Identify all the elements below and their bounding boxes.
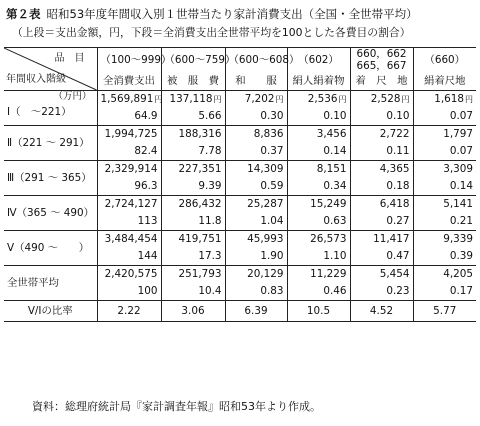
ratio-summary-value: 3.06 bbox=[161, 301, 225, 322]
col-name-2: 和 服 bbox=[225, 73, 287, 91]
amount-cell bbox=[97, 91, 161, 109]
amount-cell bbox=[225, 126, 287, 144]
ratio-cell: 5.66 bbox=[161, 108, 225, 126]
table-row-amount bbox=[4, 266, 476, 284]
amount-value: 1,569,891 bbox=[100, 93, 154, 105]
ratio-cell: 144 bbox=[97, 248, 161, 266]
ratio-cell: 9.39 bbox=[161, 178, 225, 196]
row-label: 全世帯平均 bbox=[4, 266, 97, 301]
amount-cell bbox=[350, 266, 413, 284]
col-code-4-line2: 665，667 bbox=[356, 60, 407, 73]
amount-cell bbox=[97, 126, 161, 144]
amount-cell bbox=[413, 231, 476, 249]
ratio-cell: 100 bbox=[97, 283, 161, 301]
yen-unit: 円 bbox=[213, 95, 222, 104]
ratio-cell: 0.34 bbox=[287, 178, 350, 196]
table-row-amount bbox=[4, 126, 476, 144]
col-code-4-line1: 660，662 bbox=[356, 48, 407, 61]
amount-value: 7,202 bbox=[244, 93, 275, 105]
amount-value: 2,528 bbox=[370, 93, 401, 105]
amount-cell bbox=[413, 126, 476, 144]
yen-unit: 円 bbox=[338, 95, 347, 104]
ratio-cell: 96.3 bbox=[97, 178, 161, 196]
ratio-cell: 0.10 bbox=[350, 108, 413, 126]
ratio-summary-value: 6.39 bbox=[225, 301, 287, 322]
corner-item-label: 品 目 bbox=[54, 53, 85, 64]
ratio-cell: 0.59 bbox=[225, 178, 287, 196]
amount-cell bbox=[97, 196, 161, 214]
amount-value: 227,351 bbox=[178, 163, 222, 175]
amount-value: 2,724,127 bbox=[104, 198, 158, 210]
amount-cell bbox=[350, 161, 413, 179]
ratio-cell: 0.10 bbox=[287, 108, 350, 126]
col-code-2: （600～608） bbox=[225, 48, 287, 73]
ratio-cell: 0.14 bbox=[287, 143, 350, 161]
amount-cell bbox=[225, 196, 287, 214]
yen-unit: 円 bbox=[401, 95, 410, 104]
table-row-amount bbox=[4, 196, 476, 214]
col-code-1: （600～759） bbox=[161, 48, 225, 73]
yen-unit: 円 bbox=[154, 95, 163, 104]
amount-value: 11,417 bbox=[373, 233, 410, 245]
amount-value: 25,287 bbox=[247, 198, 284, 210]
amount-cell bbox=[161, 161, 225, 179]
ratio-cell: 0.14 bbox=[413, 178, 476, 196]
ratio-summary-row bbox=[4, 301, 476, 322]
amount-value: 137,118 bbox=[169, 93, 213, 105]
amount-value: 3,456 bbox=[316, 128, 347, 140]
ratio-cell: 0.07 bbox=[413, 108, 476, 126]
ratio-cell: 10.4 bbox=[161, 283, 225, 301]
row-label: Ⅳ（365 ～ 490） bbox=[4, 196, 97, 231]
row-label bbox=[4, 91, 97, 126]
amount-value: 11,229 bbox=[310, 268, 347, 280]
ratio-cell: 0.30 bbox=[225, 108, 287, 126]
amount-cell bbox=[225, 231, 287, 249]
ratio-cell: 1.04 bbox=[225, 213, 287, 231]
col-name-0: 全消費支出 bbox=[97, 73, 161, 91]
source-note: 資料：総理府統計局『家計調査年報』昭和53年より作成。 bbox=[32, 400, 321, 413]
amount-cell bbox=[225, 91, 287, 109]
amount-cell bbox=[225, 266, 287, 284]
yen-unit: 円 bbox=[275, 95, 284, 104]
amount-cell bbox=[161, 91, 225, 109]
ratio-cell: 82.4 bbox=[97, 143, 161, 161]
amount-value: 6,418 bbox=[379, 198, 410, 210]
amount-cell bbox=[287, 91, 350, 109]
ratio-summary-value: 2.22 bbox=[97, 301, 161, 322]
ratio-cell: 7.78 bbox=[161, 143, 225, 161]
table-number: 第２表 bbox=[6, 7, 41, 21]
amount-cell bbox=[413, 91, 476, 109]
amount-cell bbox=[350, 231, 413, 249]
amount-cell bbox=[350, 91, 413, 109]
ratio-cell: 0.63 bbox=[287, 213, 350, 231]
amount-value: 5,141 bbox=[443, 198, 473, 210]
table-title-text: 昭和53年度年間収入別１世帯当たり家計消費支出（全国・全世帯平均） bbox=[46, 7, 418, 21]
amount-cell bbox=[413, 266, 476, 284]
amount-value: 2,722 bbox=[379, 128, 410, 140]
amount-value: 26,573 bbox=[310, 233, 347, 245]
amount-value: 2,536 bbox=[307, 93, 338, 105]
row-label-text: Ⅰ（ ～221） bbox=[7, 106, 72, 118]
table-row-amount bbox=[4, 91, 476, 109]
ratio-cell: 11.8 bbox=[161, 213, 225, 231]
amount-value: 8,151 bbox=[316, 163, 347, 175]
ratio-cell: 0.46 bbox=[287, 283, 350, 301]
amount-value: 4,205 bbox=[443, 268, 473, 280]
amount-value: 286,432 bbox=[178, 198, 222, 210]
amount-cell bbox=[161, 196, 225, 214]
amount-cell bbox=[287, 266, 350, 284]
amount-cell bbox=[97, 231, 161, 249]
ratio-cell: 17.3 bbox=[161, 248, 225, 266]
amount-cell bbox=[350, 126, 413, 144]
amount-value: 1,797 bbox=[443, 128, 473, 140]
amount-cell bbox=[350, 196, 413, 214]
amount-value: 45,993 bbox=[247, 233, 284, 245]
ratio-summary-value: 5.77 bbox=[413, 301, 476, 322]
ratio-cell: 64.9 bbox=[97, 108, 161, 126]
amount-cell bbox=[413, 161, 476, 179]
table-subtitle: （上段＝支出金額，円，下段＝全消費支出全世帯平均を100とした各費目の割合） bbox=[12, 26, 411, 39]
income-unit-label: （万円） bbox=[53, 91, 92, 102]
col-code-0: （100～999） bbox=[97, 48, 161, 73]
expenditure-table bbox=[4, 47, 476, 322]
table-row-amount bbox=[4, 231, 476, 249]
table-title bbox=[6, 6, 418, 22]
col-name-1: 被 服 費 bbox=[161, 73, 225, 91]
row-label: Ⅴ（490 ～ ） bbox=[4, 231, 97, 266]
row-label: Ⅲ（291 ～ 365） bbox=[4, 161, 97, 196]
amount-value: 3,484,454 bbox=[104, 233, 158, 245]
ratio-cell: 0.83 bbox=[225, 283, 287, 301]
amount-value: 15,249 bbox=[310, 198, 347, 210]
ratio-cell: 113 bbox=[97, 213, 161, 231]
ratio-cell: 0.23 bbox=[350, 283, 413, 301]
amount-cell bbox=[97, 266, 161, 284]
amount-cell bbox=[161, 266, 225, 284]
ratio-cell: 0.07 bbox=[413, 143, 476, 161]
ratio-cell: 1.10 bbox=[287, 248, 350, 266]
ratio-cell: 0.11 bbox=[350, 143, 413, 161]
ratio-cell: 1.90 bbox=[225, 248, 287, 266]
ratio-summary-label: Ⅴ/Ⅰの比率 bbox=[4, 301, 97, 322]
amount-cell bbox=[413, 196, 476, 214]
amount-cell bbox=[287, 196, 350, 214]
ratio-cell: 0.47 bbox=[350, 248, 413, 266]
amount-value: 251,793 bbox=[178, 268, 222, 280]
ratio-summary-value: 4.52 bbox=[350, 301, 413, 322]
ratio-cell: 0.21 bbox=[413, 213, 476, 231]
amount-value: 2,420,575 bbox=[104, 268, 158, 280]
amount-cell bbox=[161, 126, 225, 144]
amount-cell bbox=[161, 231, 225, 249]
col-code-5: （660） bbox=[413, 48, 476, 73]
amount-value: 8,836 bbox=[253, 128, 284, 140]
amount-value: 1,618 bbox=[434, 93, 464, 105]
amount-value: 1,994,725 bbox=[104, 128, 158, 140]
ratio-cell: 0.18 bbox=[350, 178, 413, 196]
amount-cell bbox=[287, 231, 350, 249]
amount-cell bbox=[97, 161, 161, 179]
col-name-5: 絹着尺地 bbox=[413, 73, 476, 91]
amount-value: 14,309 bbox=[247, 163, 284, 175]
amount-cell bbox=[287, 126, 350, 144]
amount-value: 5,454 bbox=[379, 268, 410, 280]
ratio-cell: 0.27 bbox=[350, 213, 413, 231]
col-code-3: （602） bbox=[287, 48, 350, 73]
col-name-4: 着 尺 地 bbox=[350, 73, 413, 91]
corner-income-label: 年間収入階級 bbox=[6, 74, 66, 85]
col-name-3: 絹人絹着物 bbox=[287, 73, 350, 91]
table-row-amount bbox=[4, 161, 476, 179]
amount-value: 20,129 bbox=[247, 268, 284, 280]
ratio-cell: 0.37 bbox=[225, 143, 287, 161]
amount-value: 2,329,914 bbox=[104, 163, 158, 175]
amount-cell bbox=[225, 161, 287, 179]
amount-cell bbox=[287, 161, 350, 179]
amount-value: 419,751 bbox=[178, 233, 222, 245]
header-code-row bbox=[4, 48, 476, 73]
amount-value: 4,365 bbox=[379, 163, 410, 175]
col-code-4 bbox=[350, 48, 413, 73]
amount-value: 3,309 bbox=[443, 163, 473, 175]
ratio-cell: 0.39 bbox=[413, 248, 476, 266]
ratio-summary-value: 10.5 bbox=[287, 301, 350, 322]
header-corner-cell bbox=[4, 48, 97, 91]
ratio-cell: 0.17 bbox=[413, 283, 476, 301]
yen-unit: 円 bbox=[465, 95, 473, 104]
amount-value: 9,339 bbox=[443, 233, 473, 245]
amount-value: 188,316 bbox=[178, 128, 222, 140]
row-label: Ⅱ（221 ～ 291） bbox=[4, 126, 97, 161]
